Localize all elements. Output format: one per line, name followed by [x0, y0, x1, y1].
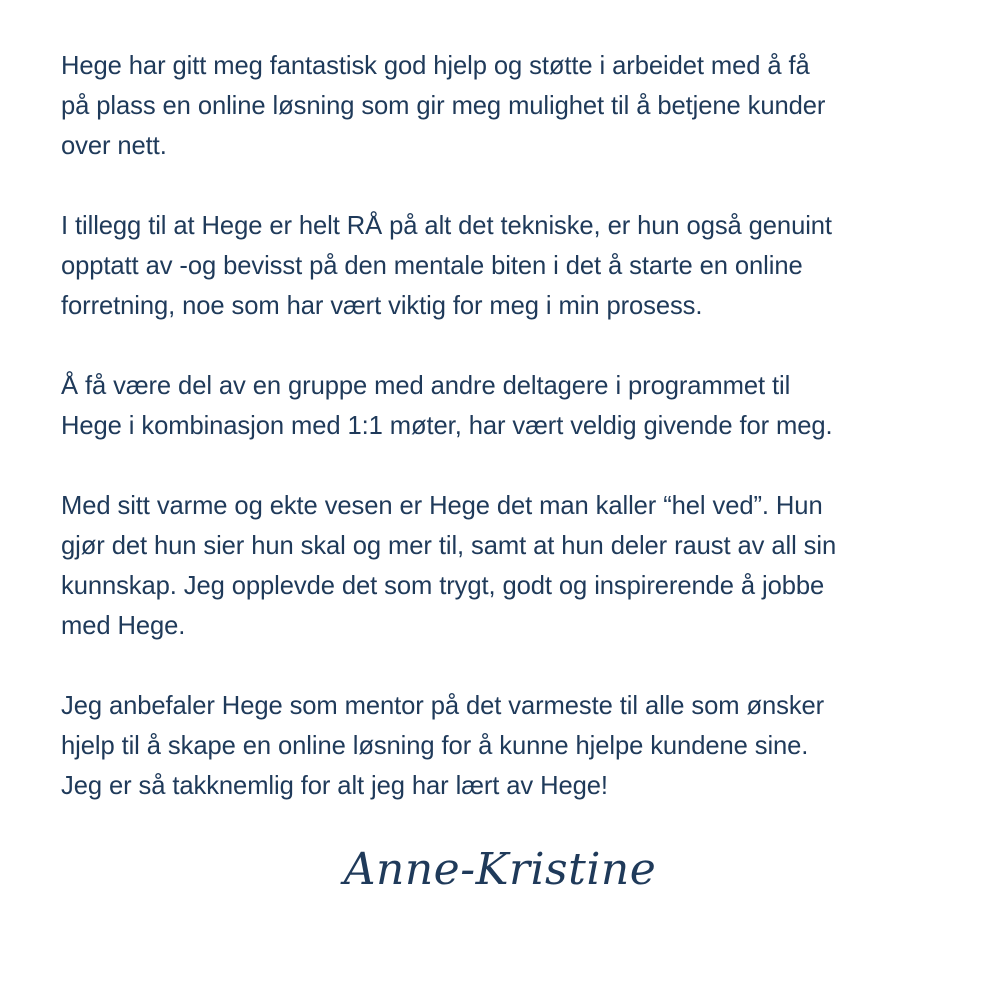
testimonial-paragraph-4: Med sitt varme og ekte vesen er Hege det man kaller “hel ved”. Hun gjør det hun sier hun skal og mer til, samt at hun deler raust av all sin kunnskap. Jeg opplevde det som trygt, godt og inspirerende å jobbe med Hege.: [61, 492, 837, 640]
signature: Anne-Kristine: [343, 844, 657, 895]
testimonial-paragraph-1: Hege har gitt meg fantastisk god hjelp og støtte i arbeidet med å få på plass en online løsning som gir meg mulighet til å betjene kunder over nett.: [61, 52, 826, 160]
testimonial-paragraph-5: Jeg anbefaler Hege som mentor på det varmeste til alle som ønsker hjelp til å skape en online løsning for å kunne hjelpe kundene sine. Jeg er så takknemlig for alt jeg har lært av Hege!: [61, 692, 825, 800]
testimonial-paragraph-3: Å få være del av en gruppe med andre deltagere i programmet til Hege i kombinasjon med 1:1 møter, har vært veldig givende for meg.: [61, 372, 833, 440]
testimonial-paragraph-2: I tillegg til at Hege er helt RÅ på alt det tekniske, er hun også genuint opptatt av -og bevisst på den mentale biten i det å starte en online forretning, noe som har vært viktig for meg i min prosess.: [61, 212, 832, 320]
